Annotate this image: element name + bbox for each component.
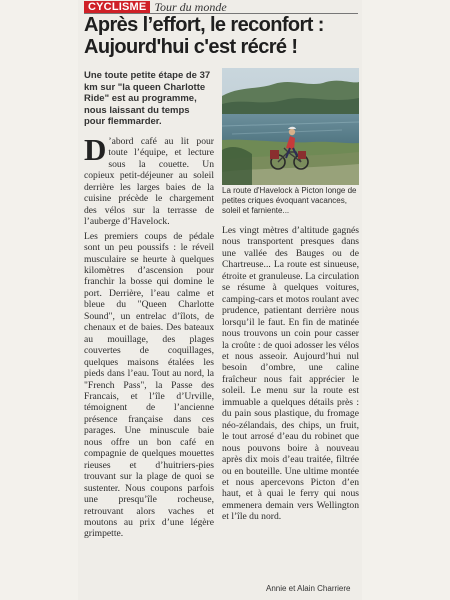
headline-line-1: Après l’effort, le reconfort : [84, 14, 324, 36]
kicker [84, 1, 227, 13]
standfirst: Une toute petite étape de 37 km sur "la queen Charlotte Ride" est au programme, nous laissant du temps pour flemmarder. [84, 70, 211, 127]
cyclist-by-lake-photo [222, 68, 359, 185]
body-column-left [84, 132, 214, 543]
series-title: Tour du monde [154, 0, 227, 14]
paragraph-2: Les premiers coups de pédale sont un peu poussifs : le réveil musculaire se heurte à quelques kilomètres d’ascension pour franchir la bosse qui domine le port. Derrière, l’eau calme et bleue du "Queen Charlotte Sound", un entrelac d’îlots, de chenaux et de baies. Des bateaux au mouillage, des plages couvertes de coquillages, quelques maisons étalées les pieds dans l’eau. Tout au nord, la "French Pass", la Passe des Francais, et l’île d’Urville, témoignent de l’ancienne présence française dans ces parages. Une minuscule baie nous offre un bon café en compagnie de quelques mouettes rieuses et d’huitriers-pies trouvant sur la plage de quoi se sustenter. Nous coupons parfois une presqu’île rocheuse, retrouvant alors vaches et moutons au prix d’une légère grimpette. [84, 230, 214, 540]
paragraph-1-text: ’abord café au lit pour toute l’équipe, et lecture sous la couette. Un copieux petit-déjeuner au soleil derrière les larges baies de la cuisine précède le chargement des vélos sur la terrasse de l’auberge d’Havelock. [84, 136, 214, 228]
headline-line-2: Aujourd'hui c'est récré ! [84, 36, 298, 58]
paragraph-3: Les vingt mètres d’altitude gagnés nous transportent presques dans une vallée des Bauges ou de Chartreuse... La route est sinueuse, étroite et granuleuse. La circulation se résume à quelques voitures, camping-cars et motos roulant avec prudence, patientant derrière nous lorsqu’il le faut. En fin de matinée nous trouvons un coin pour casser la croûte : de quoi adosser les vélos et nous asseoir. Aujourd’hui nul besoin d’ombre, une caline fraîcheur nous fait apprécier le soleil. Le menu sur la route est immuable a quelques détails près : du pain sous plastique, du fromage néo-zélandais, des chips, un fruit, le tout arrosé d’eau du robinet que nous pouvons boire à nouveau après dix mois d’eau traitée, filtrée ou en bouteille. Une ultime montée et nous apercevons Picton d’en haut, et à quai le ferry qui nous emmenera demain vers Wellington et l’île du nord. [222, 225, 359, 523]
body-column-right [222, 225, 359, 526]
headline [84, 14, 362, 58]
drop-cap: D [84, 132, 107, 167]
paragraph-1 [84, 132, 214, 228]
photo-illustration [222, 68, 359, 185]
newspaper-clipping [78, 0, 362, 600]
section-rubric: CYCLISME [84, 1, 150, 13]
photo-caption: La route d'Havelock à Picton longe de petites criques évoquant vacances, soleil et farniente... [222, 186, 357, 215]
author-signature: Annie et Alain Charriere [266, 584, 351, 593]
